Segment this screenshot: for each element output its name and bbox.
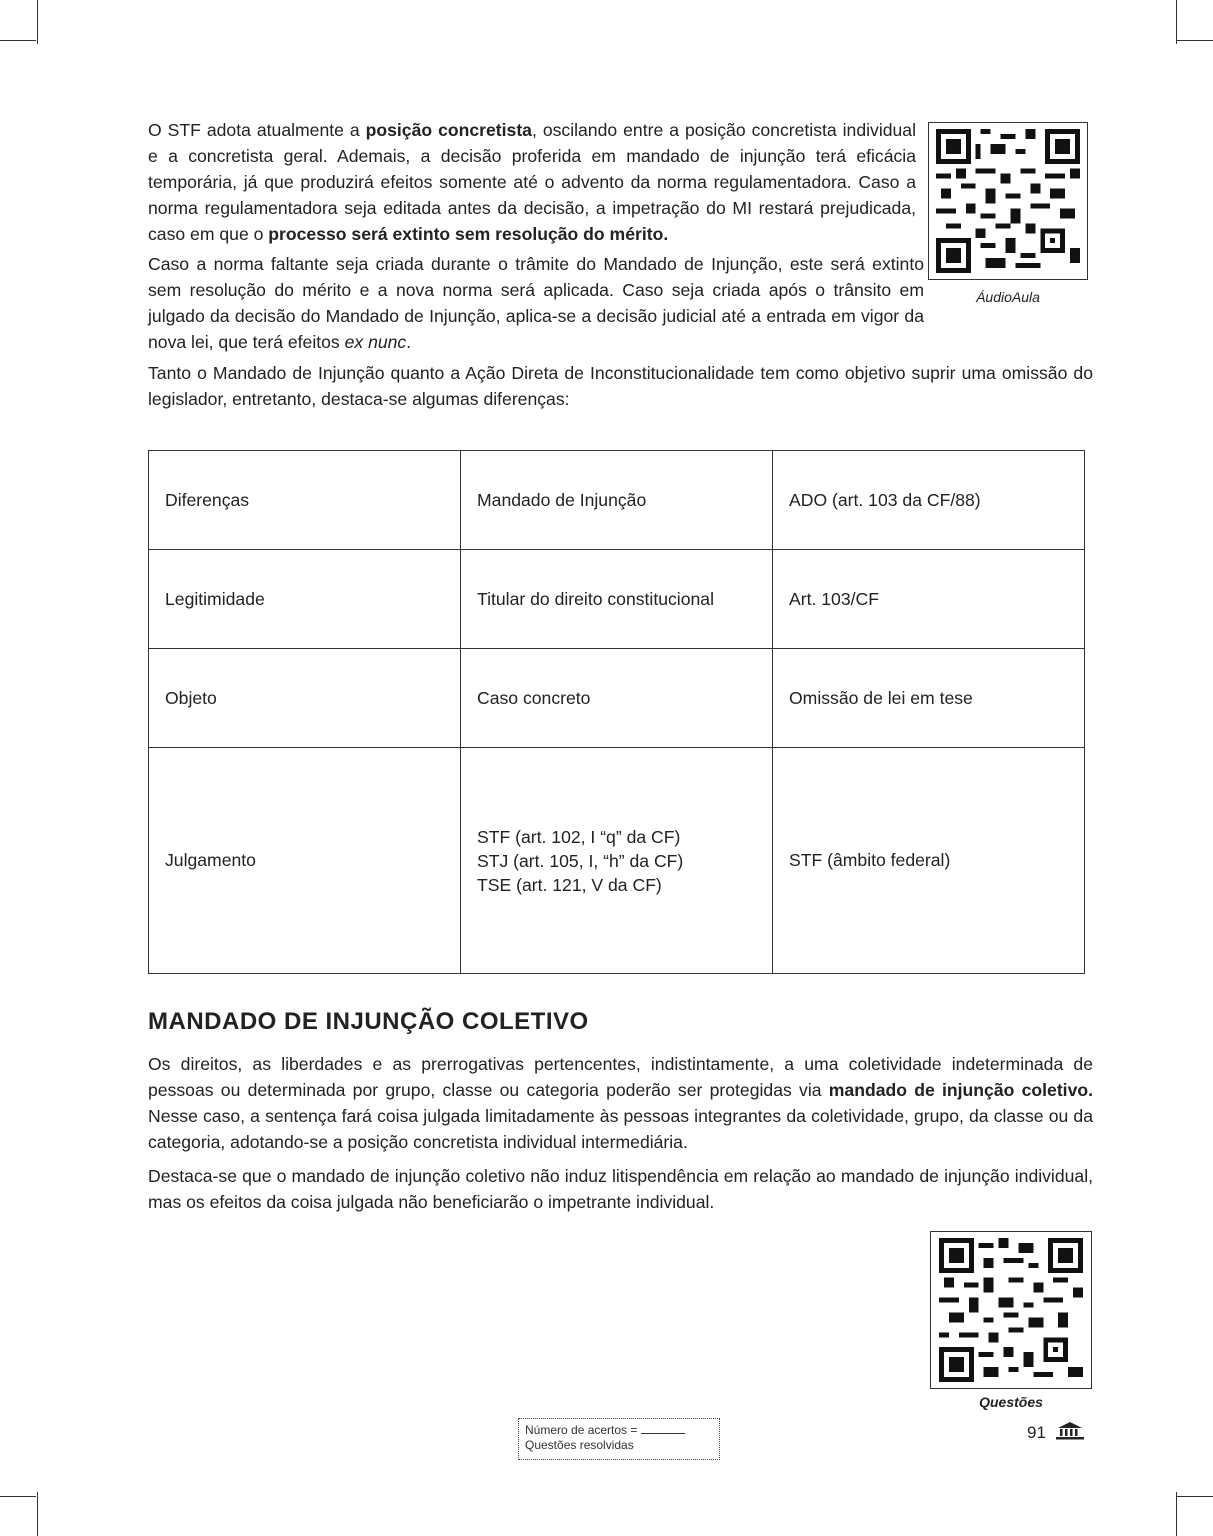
text: Caso a norma faltante seja criada durante o trâmite do Mandado de Injunção, este será extinto sem resolução do mérito e a nova norma será aplicada. Caso seja criada após o trânsito em julgado da decisão do Mandado de Injunção, aplica-se a decisão judicial até a entrada em vigor da nova lei, que terá efeitos <box>148 254 924 352</box>
table-row <box>149 550 1085 649</box>
table-cell: Mandado de Injunção <box>461 451 773 550</box>
score-counter-box <box>518 1418 720 1460</box>
crop-mark <box>1177 1496 1213 1497</box>
table-cell: ADO (art. 103 da CF/88) <box>773 451 1085 550</box>
table-cell: Art. 103/CF <box>773 550 1085 649</box>
bold-text: mandado de injunção coletivo. <box>828 1080 1093 1100</box>
table-cell: STF (âmbito federal) <box>773 748 1085 974</box>
table-row <box>149 748 1085 974</box>
bold-text: posição concretista <box>365 120 532 140</box>
italic-text: ex nunc <box>344 332 407 352</box>
section-title: MANDADO DE INJUNÇÃO COLETIVO <box>148 1008 589 1035</box>
crop-mark <box>1177 40 1213 41</box>
counter-blank <box>641 1433 685 1434</box>
crop-mark <box>37 0 38 44</box>
table-cell: Caso concreto <box>461 649 773 748</box>
qr-code-questoes[interactable] <box>930 1231 1092 1389</box>
book-logo-icon <box>1054 1420 1086 1442</box>
qr-caption-questoes: Questões <box>979 1394 1043 1410</box>
counter-line <box>525 1423 713 1438</box>
crop-mark <box>0 40 36 41</box>
comparison-table <box>148 450 1085 974</box>
table-cell-line: TSE (art. 121, V da CF) <box>477 874 662 895</box>
table-cell: Diferenças <box>149 451 461 550</box>
page-number: 91 <box>1027 1423 1046 1442</box>
qr-code-icon <box>935 129 1081 273</box>
table-cell <box>461 748 773 974</box>
text: , oscilando entre a posição concretista individual e a concretista geral. Ademais, a decisão proferida em mandado de injunção terá eficácia temporária, já que produzirá efeitos somente até o advento da norma regulamentadora. Caso a norma regulamentadora seja editada antes da decisão, a impetração do MI restará prejudicada, caso em que o <box>148 120 916 244</box>
counter-line: Questões resolvidas <box>525 1438 634 1452</box>
table-cell: Objeto <box>149 649 461 748</box>
qr-code-icon <box>937 1238 1085 1382</box>
text: O STF adota atualmente a <box>148 120 366 140</box>
paragraph-diferencas: Tanto o Mandado de Injunção quanto a Ação Direta de Inconstitucionalidade tem como objetivo suprir uma omissão do legislador, entretanto, destaca-se algumas diferenças: <box>148 363 1093 409</box>
table-cell: Legitimidade <box>149 550 461 649</box>
table-cell-line: STJ (art. 105, I, “h” da CF) <box>477 850 684 871</box>
crop-mark <box>37 1492 38 1536</box>
table-cell: Julgamento <box>149 748 461 974</box>
counter-label: Número de acertos = <box>525 1423 638 1437</box>
paragraph-coletivo <box>148 1051 1093 1155</box>
table-cell: Omissão de lei em tese <box>773 649 1085 748</box>
paragraph-litispendencia: Destaca-se que o mandado de injunção coletivo não induz litispendência em relação ao mandado de injunção individual, mas os efeitos da coisa julgada não beneficiarão o impetrante individual. <box>148 1166 1093 1212</box>
bold-text: processo será extinto sem resolução do mérito. <box>268 224 669 244</box>
qr-code-audioaula[interactable] <box>928 122 1088 280</box>
paragraph-norma-faltante <box>148 251 924 355</box>
crop-mark <box>1176 0 1177 44</box>
text: Nesse caso, a sentença fará coisa julgada limitadamente às pessoas integrantes da coletividade, grupo, da classe ou da categoria, adotando-se a posição concretista individual intermediária. <box>148 1106 1093 1152</box>
table-row <box>149 451 1085 550</box>
paragraph-intro <box>148 117 916 247</box>
crop-mark <box>0 1496 36 1497</box>
table-cell: Titular do direito constitucional <box>461 550 773 649</box>
qr-caption-audioaula: ÁudioAula <box>976 289 1040 305</box>
text: Os direitos, as liberdades e as prerrogativas pertencentes, indistintamente, a uma coletividade indeterminada de pessoas ou determinada por grupo, classe ou categoria poderão ser protegidas via <box>148 1054 1093 1100</box>
text: . <box>406 332 412 352</box>
table-cell-line: STF (art. 102, I “q” da CF) <box>477 826 681 847</box>
table-row <box>149 649 1085 748</box>
crop-mark <box>1176 1492 1177 1536</box>
